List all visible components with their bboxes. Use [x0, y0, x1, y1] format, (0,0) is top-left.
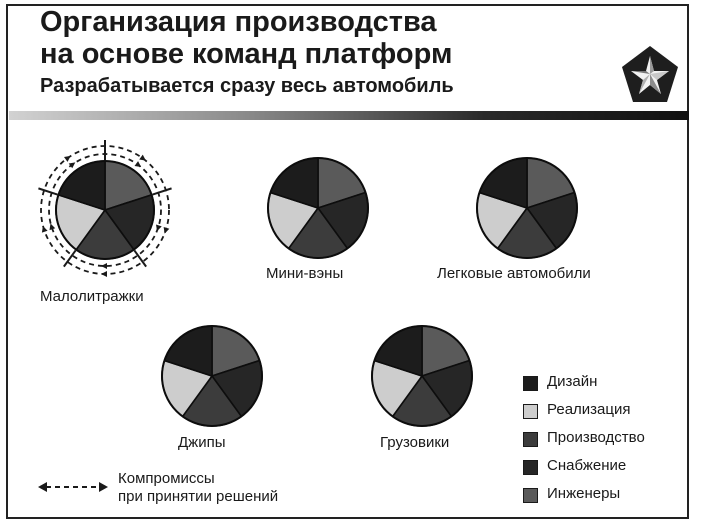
title-line-1: Организация производства [40, 6, 437, 38]
compromise-arrowhead [101, 263, 107, 269]
compromise-tick [153, 188, 172, 194]
legend-label: Реализация [547, 401, 631, 418]
title-line-2: на основе команд платформ [40, 38, 453, 70]
pie-trucks [372, 326, 472, 426]
compromise-line-2: при принятии решений [118, 488, 279, 505]
legend-swatch [523, 404, 538, 419]
compromise-tick [38, 188, 57, 194]
pie-jeeps [162, 326, 262, 426]
legend-label: Инженеры [547, 485, 621, 502]
legend-swatch [523, 488, 538, 503]
pie-label-trucks: Грузовики [380, 434, 450, 451]
subtitle: Разрабатывается сразу весь автомобиль [40, 75, 454, 97]
pie-label-jeeps: Джипы [178, 434, 226, 451]
compromise-arrowhead [101, 271, 107, 277]
legend-swatch [523, 376, 538, 391]
legend-swatch [523, 432, 538, 447]
pie-label-minivans: Мини-вэны [266, 265, 344, 282]
compromise-arrowhead [64, 156, 71, 162]
pie-small [56, 161, 154, 259]
compromise-arrowhead [50, 224, 56, 231]
pie-label-small-cars: Малолитражки [40, 288, 144, 305]
pie-cars [477, 158, 577, 258]
compromise-arrowhead [135, 161, 142, 167]
compromise-note [118, 470, 278, 506]
dashed-double-arrow-icon [38, 480, 108, 494]
legend-label: Дизайн [547, 373, 598, 390]
pie-minivan [268, 158, 368, 258]
legend-label: Производство [547, 429, 645, 446]
legend-swatch [523, 460, 538, 475]
pie-label-passenger-cars: Легковые автомобили [437, 265, 591, 282]
legend-label: Снабжение [547, 457, 627, 474]
compromise-line-1: Компромиссы [118, 470, 215, 487]
compromise-arrowhead [164, 227, 170, 234]
compromise-arrowhead [156, 224, 162, 231]
compromise-arrowhead [69, 162, 76, 168]
compromise-arrowhead [42, 226, 48, 233]
